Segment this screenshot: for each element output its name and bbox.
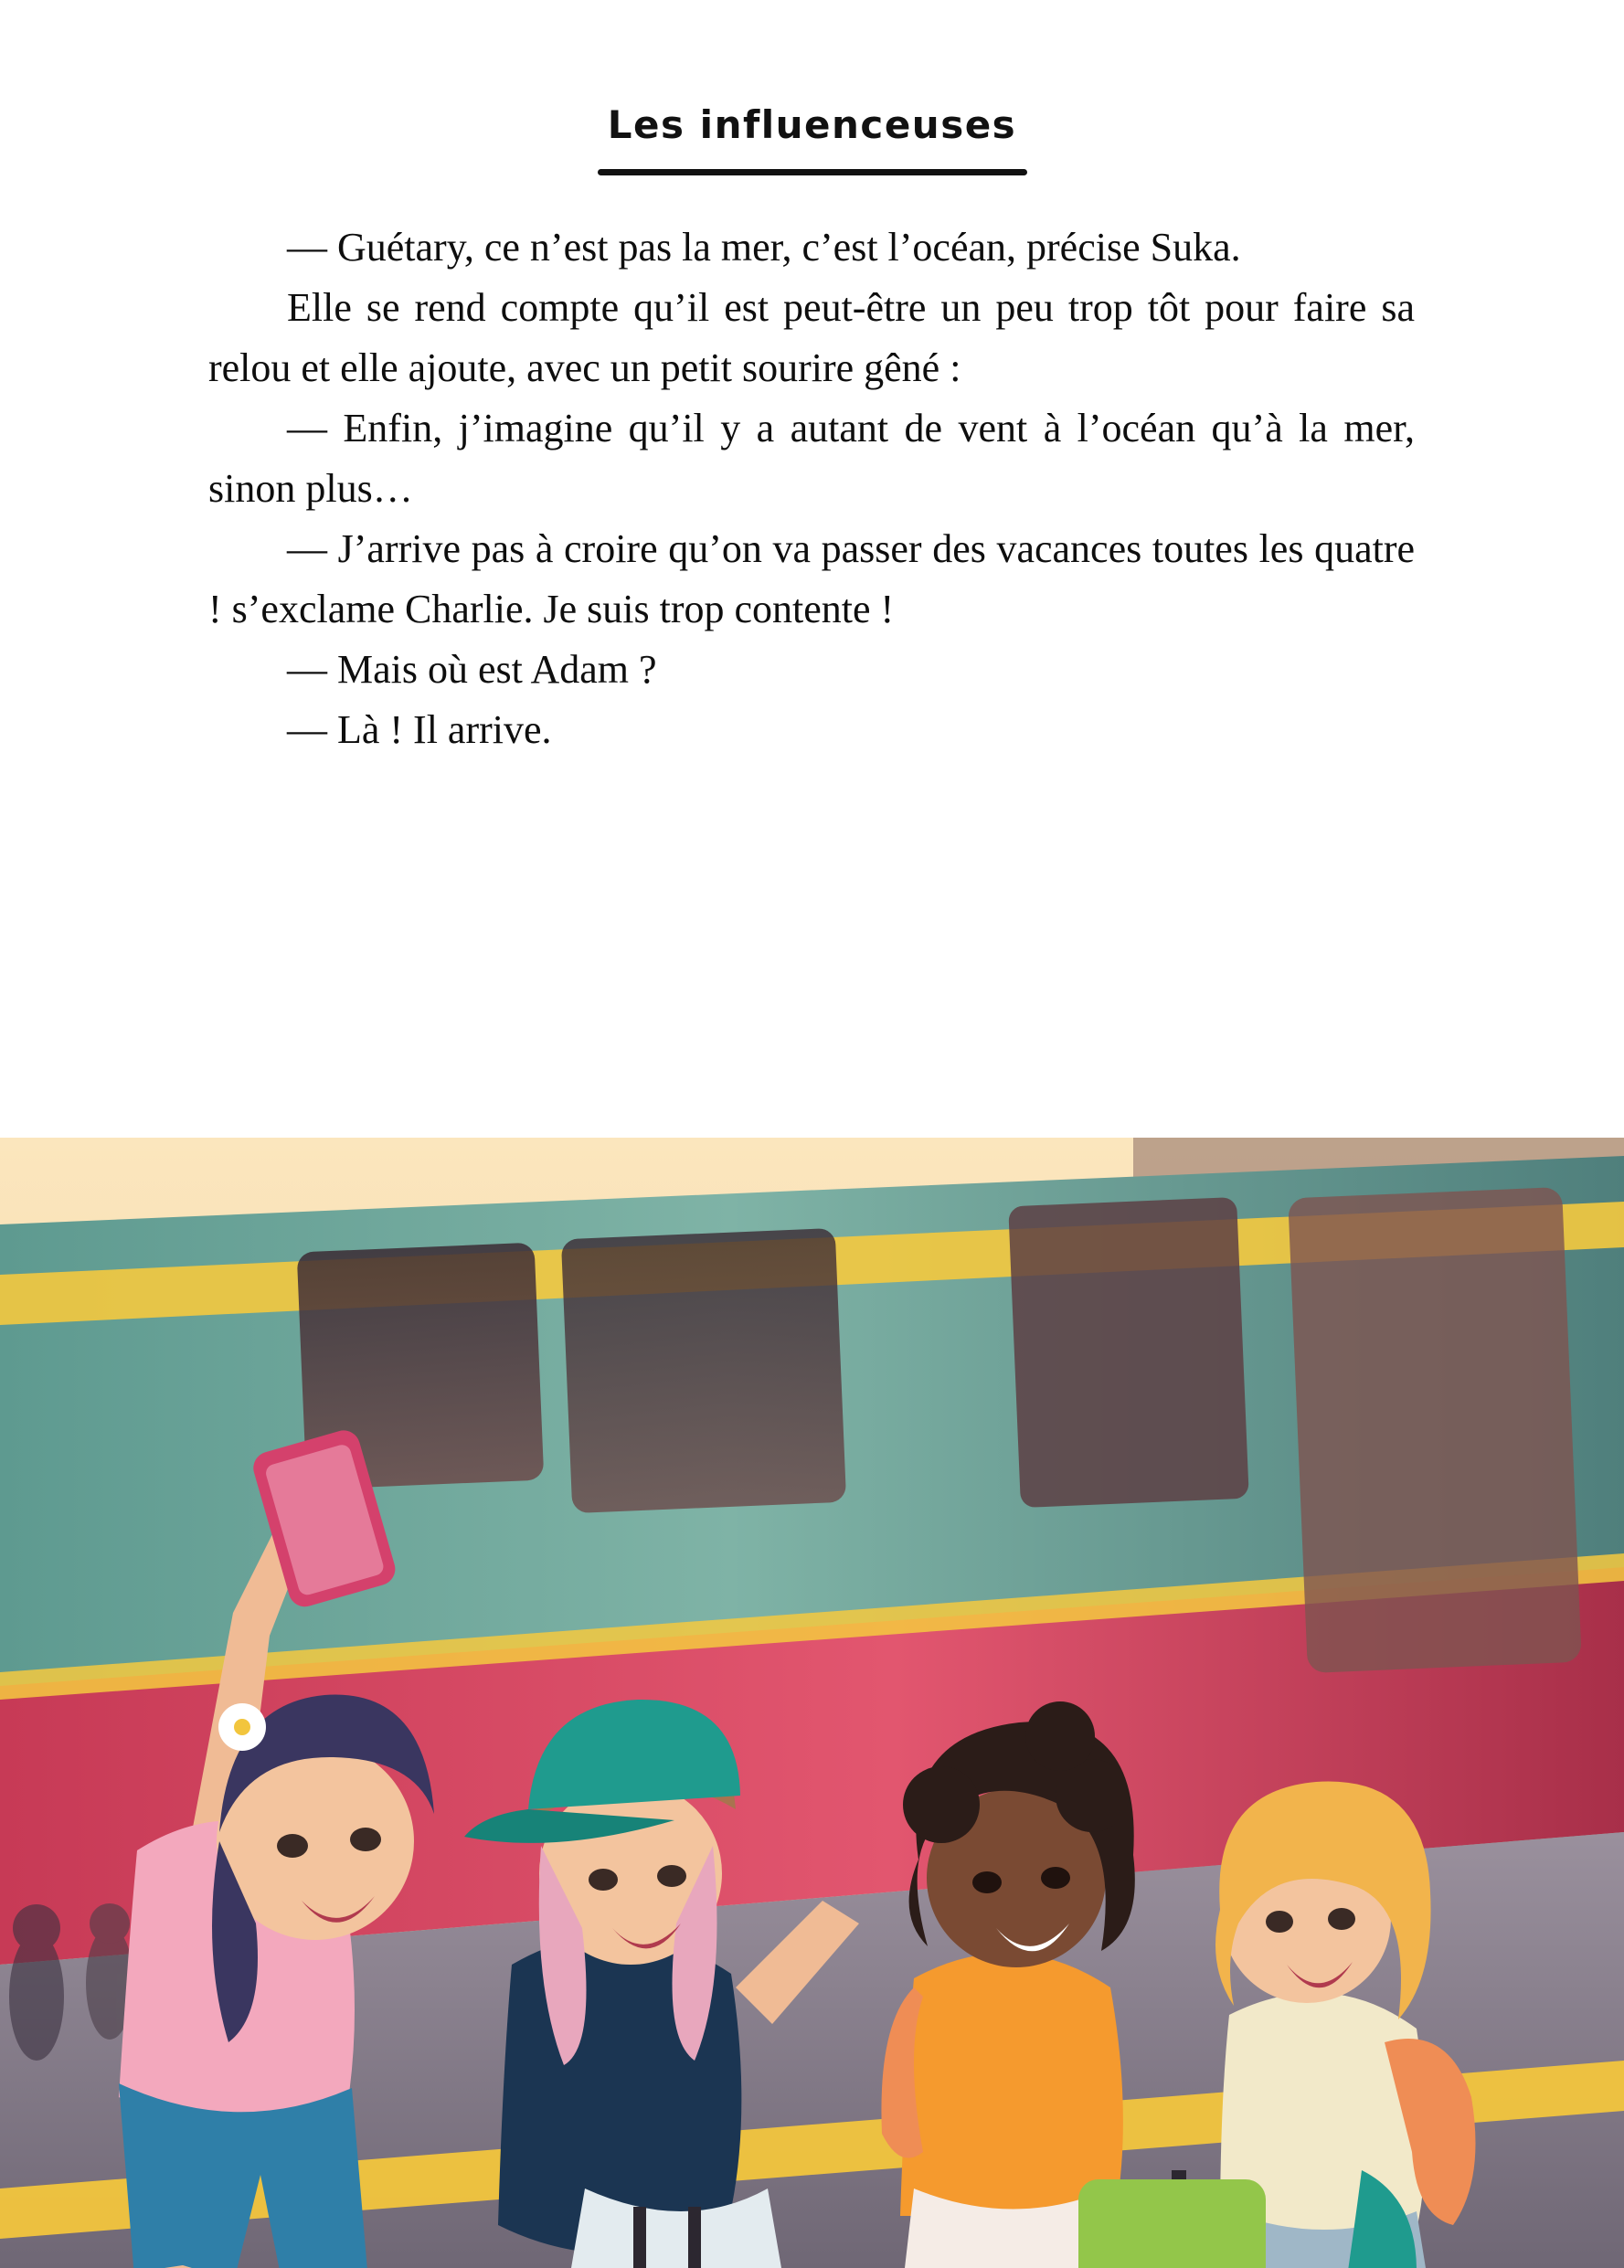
- paragraph: Elle se rend compte qu’il est peut-être un peu trop tôt pour faire sa relou et elle ajoute, avec un petit sourire gêné :: [208, 285, 1415, 390]
- page-title: Les influenceuses: [607, 102, 1017, 147]
- eye: [657, 1865, 686, 1887]
- page-title-container: [0, 102, 1624, 175]
- paragraph: — Là ! Il arrive.: [287, 707, 552, 752]
- eye: [1041, 1867, 1070, 1889]
- suitcase-green: [1078, 2179, 1266, 2268]
- eye: [277, 1834, 308, 1858]
- flower-center: [234, 1719, 250, 1735]
- eye: [972, 1871, 1002, 1893]
- illustration-svg: [0, 1138, 1624, 2268]
- eye: [1266, 1911, 1293, 1933]
- title-underline: [598, 169, 1027, 175]
- train-door: [1288, 1187, 1582, 1673]
- eye: [350, 1828, 381, 1851]
- train-door: [1008, 1197, 1249, 1508]
- paragraph: — Guétary, ce n’est pas la mer, c’est l’océan, précise Suka.: [287, 225, 1241, 270]
- paragraph: — J’arrive pas à croire qu’on va passer des vacances toutes les quatre ! s’exclame Charlie. Je suis trop contente !: [208, 526, 1415, 631]
- top-orange: [900, 1953, 1123, 2216]
- train-window: [561, 1228, 846, 1513]
- eye: [589, 1869, 618, 1891]
- illustration-train-station: [0, 1138, 1624, 2268]
- eye: [1328, 1908, 1355, 1930]
- body-text: [208, 217, 1415, 760]
- paragraph: — Enfin, j’imagine qu’il y a autant de vent à l’océan qu’à la mer, sinon plus…: [208, 406, 1415, 511]
- hair-curl: [903, 1766, 980, 1843]
- paragraph: — Mais où est Adam ?: [287, 647, 657, 692]
- hair-bun: [1025, 1701, 1095, 1771]
